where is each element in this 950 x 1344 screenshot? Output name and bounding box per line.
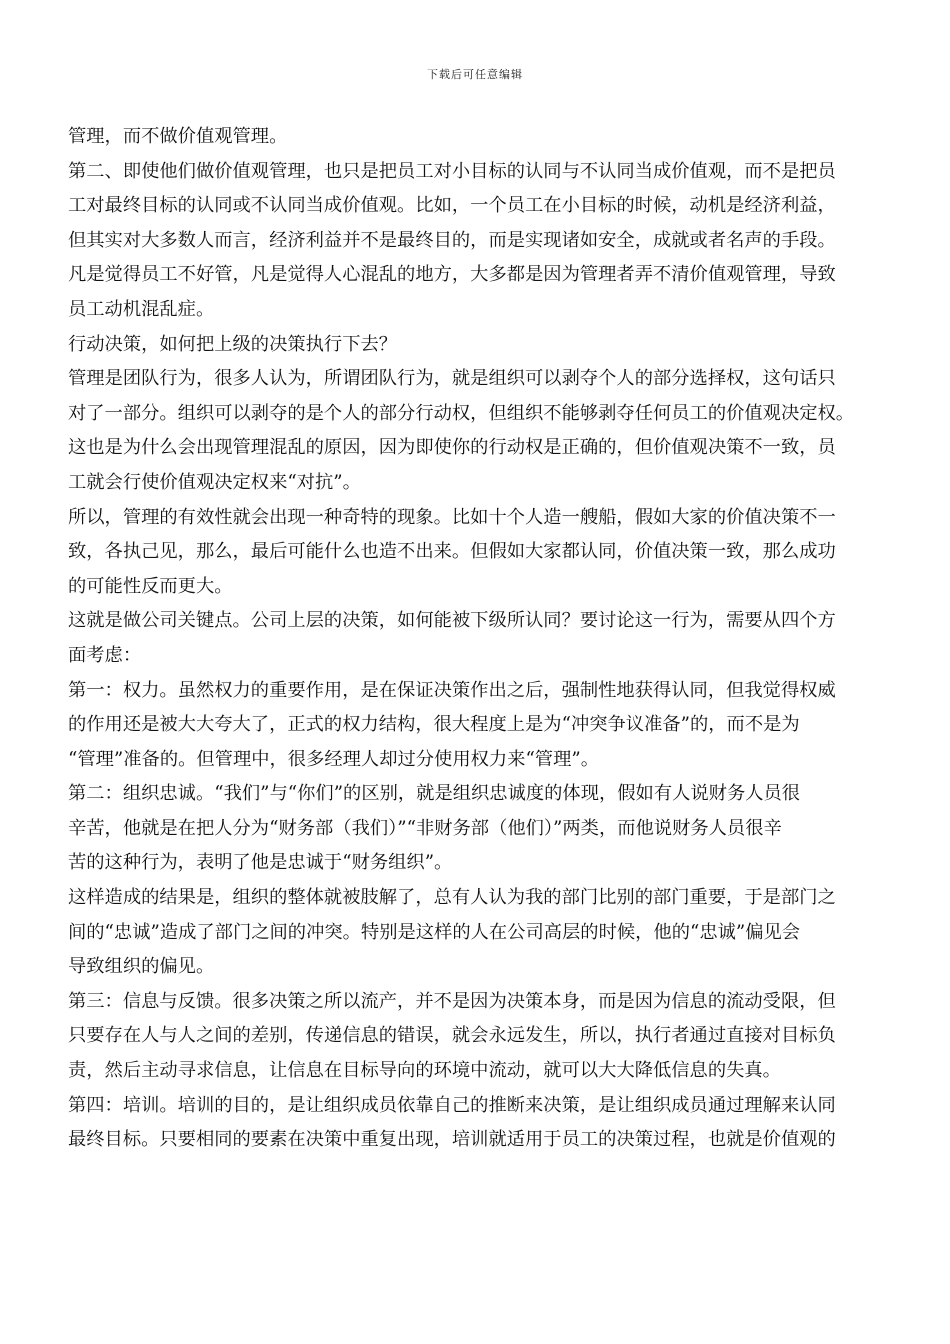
text-line: 这就是做公司关键点。公司上层的决策，如何能被下级所认同？要讨论这一行为，需要从四个方 <box>68 610 836 632</box>
page-header: 下载后可任意编辑 <box>427 68 523 81</box>
text-line: 第三：信息与反馈。很多决策之所以流产，并不是因为决策本身，而是因为信息的流动受限，但 <box>68 990 836 1012</box>
text-line: 工对最终目标的认同或不认同当成价值观。比如，一个员工在小目标的时候，动机是经济利益， <box>68 195 836 217</box>
text-line: 对了一部分。组织可以剥夺的是个人的部分行动权，但组织不能够剥夺任何员工的价值观决定权。 <box>68 402 855 424</box>
text-line: 但其实对大多数人而言，经济利益并不是最终目的，而是实现诸如安全，成就或者名声的手段。 <box>68 229 836 251</box>
text-line: 导致组织的偏见。 <box>68 956 215 978</box>
text-line: 的可能性反而更大。 <box>68 575 233 597</box>
text-line: 管理是团队行为，很多人认为，所谓团队行为，就是组织可以剥夺个人的部分选择权，这句话只 <box>68 368 836 390</box>
text-line: 行动决策，如何把上级的决策执行下去？ <box>68 333 398 355</box>
text-line: 第四：培训。培训的目的，是让组织成员依靠自己的推断来决策，是让组织成员通过理解来认同 <box>68 1094 836 1116</box>
text-line: 最终目标。只要相同的要素在决策中重复出现，培训就适用于员工的决策过程，也就是价值观的 <box>68 1129 836 1151</box>
text-line: 致，各执己见，那么，最后可能什么也造不出来。但假如大家都认同，价值决策一致，那么成功 <box>68 541 836 563</box>
text-line: 第一：权力。虽然权力的重要作用，是在保证决策作出之后，强制性地获得认同，但我觉得权威 <box>68 679 836 701</box>
text-line: 管理，而不做价值观管理。 <box>68 126 288 147</box>
text-line: 间的“忠诚”造成了部门之间的冲突。特别是这样的人在公司高层的时候，他的“忠诚”偏见会 <box>68 921 801 943</box>
text-line: 苦的这种行为，表明了他是忠诚于“财务组织”。 <box>68 852 453 874</box>
text-line: 第二：组织忠诚。“我们”与“你们”的区别，就是组织忠诚度的体现，假如有人说财务人员很 <box>68 783 801 805</box>
text-line: 员工动机混乱症。 <box>68 298 215 320</box>
text-line: 工就会行使价值观决定权来“对抗”。 <box>68 471 361 493</box>
text-line: 凡是觉得员工不好管，凡是觉得人心混乱的地方，大多都是因为管理者弄不清价值观管理，导致 <box>68 264 836 286</box>
text-line: 这样造成的结果是，组织的整体就被肢解了，总有人认为我的部门比别的部门重要，于是部门之 <box>68 887 836 909</box>
text-line: 辛苦，他就是在把人分为“财务部（我们）”“非财务部（他们）”两类，而他说财务人员很辛 <box>68 817 782 839</box>
text-line: 第二、即使他们做价值观管理，也只是把员工对小目标的认同与不认同当成价值观，而不是把员 <box>68 160 836 182</box>
text-line: 面考虑： <box>68 644 142 666</box>
text-line: 这也是为什么会出现管理混乱的原因，因为即使你的行动权是正确的，但价值观决策不一致，员 <box>68 437 836 459</box>
text-line: 只要存在人与人之间的差别，传递信息的错误，就会永远发生，所以，执行者通过直接对目标负 <box>68 1025 836 1047</box>
document-body <box>68 120 880 1158</box>
text-line: 的作用还是被大大夸大了，正式的权力结构，很大程度上是为“冲突争议准备”的，而不是为 <box>68 714 800 736</box>
text-line: “管理”准备的。但管理中，很多经理人却过分使用权力来“管理”。 <box>68 748 599 770</box>
text-line: 所以，管理的有效性就会出现一种奇特的现象。比如十个人造一艘船，假如大家的价值决策不一 <box>68 506 836 528</box>
text-line: 责，然后主动寻求信息，让信息在目标导向的环境中流动，就可以大大降低信息的失真。 <box>68 1060 781 1082</box>
